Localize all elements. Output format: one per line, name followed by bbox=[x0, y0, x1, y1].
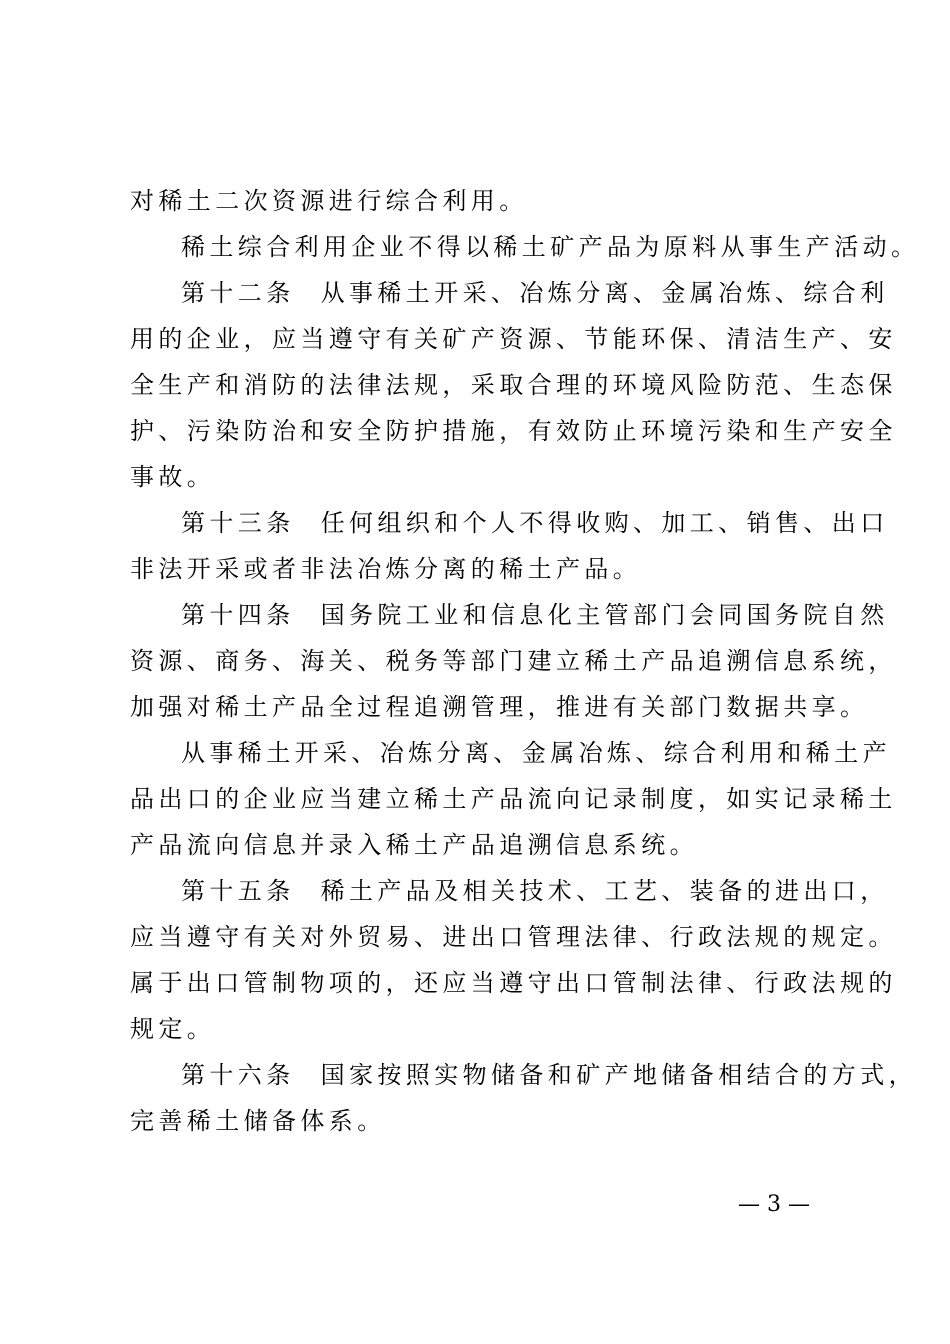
paragraph-line: 非法开采或者非法冶炼分离的稀土产品。 bbox=[130, 555, 642, 583]
paragraph-line: 产品流向信息并录入稀土产品追溯信息系统。 bbox=[130, 831, 698, 859]
paragraph-line: 品出口的企业应当建立稀土产品流向记录制度，如实记录稀土 bbox=[130, 785, 897, 813]
article-heading: 第十六条 bbox=[181, 1061, 295, 1089]
paragraph-line: 事故。 bbox=[130, 463, 216, 491]
paragraph-line: 对稀土二次资源进行综合利用。 bbox=[130, 187, 528, 215]
paragraph-line: 规定。 bbox=[130, 1015, 216, 1043]
article-first-line bbox=[130, 1052, 918, 1098]
article-heading: 第十三条 bbox=[181, 509, 295, 537]
article-heading: 第十四条 bbox=[181, 601, 295, 629]
paragraph-line: 属于出口管制物项的，还应当遵守出口管制法律、行政法规的 bbox=[130, 969, 897, 997]
paragraph-line: 资源、商务、海关、税务等部门建立稀土产品追溯信息系统， bbox=[130, 647, 897, 675]
paragraph-text: 国务院工业和信息化主管部门会同国务院自然 bbox=[320, 601, 889, 629]
paragraph-line: 用的企业，应当遵守有关矿产资源、节能环保、清洁生产、安 bbox=[130, 325, 897, 353]
paragraph-line: 护、污染防治和安全防护措施，有效防止环境污染和生产安全 bbox=[130, 417, 897, 445]
article-first-line bbox=[130, 868, 889, 914]
paragraph-line: 稀土综合利用企业不得以稀土矿产品为原料从事生产活动。 bbox=[181, 233, 920, 261]
paragraph-text: 任何组织和个人不得收购、加工、销售、出口 bbox=[320, 509, 889, 537]
paragraph-line: 全生产和消防的法律法规，采取合理的环境风险防范、生态保 bbox=[130, 371, 897, 399]
article-heading: 第十五条 bbox=[181, 877, 295, 905]
paragraph-text: 从事稀土开采、冶炼分离、金属冶炼、综合利 bbox=[320, 279, 889, 307]
paragraph-line: 应当遵守有关对外贸易、进出口管理法律、行政法规的规定。 bbox=[130, 923, 897, 951]
article-heading: 第十二条 bbox=[181, 279, 295, 307]
page-number: — 3 — bbox=[738, 1192, 810, 1217]
article-first-line bbox=[130, 500, 889, 546]
paragraph-line: 完善稀土储备体系。 bbox=[130, 1107, 386, 1135]
article-first-line bbox=[130, 592, 889, 638]
paragraph-text: 稀土产品及相关技术、工艺、装备的进出口， bbox=[320, 877, 889, 905]
paragraph-text: 国家按照实物储备和矿产地储备相结合的方式， bbox=[320, 1061, 918, 1089]
paragraph-line: 从事稀土开采、冶炼分离、金属冶炼、综合利用和稀土产 bbox=[181, 739, 891, 767]
paragraph-line: 加强对稀土产品全过程追溯管理，推进有关部门数据共享。 bbox=[130, 693, 869, 721]
document-body bbox=[130, 178, 920, 1144]
article-first-line bbox=[130, 270, 889, 316]
